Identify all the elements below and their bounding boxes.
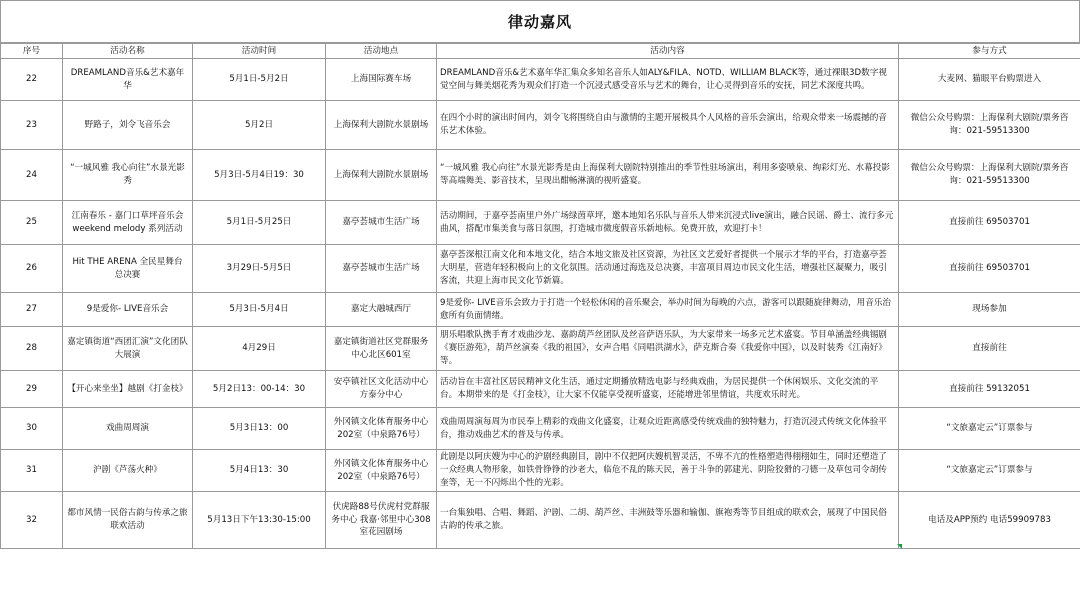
header-cell-place: 活动地点 xyxy=(326,44,437,59)
row-content-cell[interactable]: DREAMLAND音乐&艺术嘉年华汇集众多知名音乐人如ALY&FILA、NOTD、WILLIAM BLACK等，通过裸眼3D数字视觉空间与舞美烟花秀为观众们打造一个沉浸式感受音乐与艺术的舞台，让心灵得到音乐的安抚，同艺术深度共鸣。 xyxy=(437,59,899,101)
row-join-cell[interactable]: 微信公众号购票：上海保利大剧院/票务咨询：021-59513300 xyxy=(899,150,1080,201)
row-content-cell[interactable]: 戏曲周周演每周为市民奉上精彩的戏曲文化盛宴，让观众近距离感受传统戏曲的独特魅力，打造沉浸式传统文化体验平台，推动戏曲艺术的普及与传承。 xyxy=(437,408,899,450)
row-name-cell[interactable]: 9是爱你- LIVE音乐会 xyxy=(63,293,193,327)
row-time-cell[interactable]: 5月3日13：00 xyxy=(193,408,326,450)
row-name-cell[interactable]: Hit THE ARENA 全民星舞台 总决赛 xyxy=(63,245,193,293)
table-row xyxy=(1,492,1080,549)
row-no-cell[interactable]: 29 xyxy=(1,371,63,408)
row-no-cell[interactable]: 28 xyxy=(1,327,63,371)
row-place-cell[interactable]: 外冈镇文化体育服务中心202室（中泉路76号） xyxy=(326,450,437,492)
row-join-cell[interactable]: 直接前往 69503701 xyxy=(899,201,1080,245)
row-name-cell[interactable]: 嘉定镇街道“西团汇演”文化团队大展演 xyxy=(63,327,193,371)
header-cell-join: 参与方式 xyxy=(899,44,1080,59)
row-time-cell[interactable]: 3月29日-5月5日 xyxy=(193,245,326,293)
row-place-cell[interactable]: 嘉定镇街道社区党群服务中心北区601室 xyxy=(326,327,437,371)
table-row xyxy=(1,150,1080,201)
row-name-cell[interactable]: 野路子，刘令飞音乐会 xyxy=(63,101,193,150)
row-place-cell[interactable]: 上海国际赛车场 xyxy=(326,59,437,101)
row-place-cell[interactable]: 嘉定大融城西厅 xyxy=(326,293,437,327)
row-join-cell[interactable]: “文旅嘉定云”订票参与 xyxy=(899,450,1080,492)
header-row xyxy=(1,44,1080,59)
row-time-cell[interactable]: 5月3日-5月4日19：30 xyxy=(193,150,326,201)
row-join-cell[interactable]: “文旅嘉定云”订票参与 xyxy=(899,408,1080,450)
table-row xyxy=(1,245,1080,293)
row-place-cell[interactable]: 外冈镇文化体育服务中心202室（中泉路76号） xyxy=(326,408,437,450)
row-content-cell[interactable]: “一城风雅 我心向往”水景光影秀是由上海保利大剧院特别推出的季节性驻场演出，利用多姿喷泉、绚彩灯光、水幕投影等高端舞美、影音技术，呈现出酣畅淋漓的视听盛宴。 xyxy=(437,150,899,201)
header-cell-content: 活动内容 xyxy=(437,44,899,59)
row-no-cell[interactable]: 30 xyxy=(1,408,63,450)
row-place-cell[interactable]: 嘉亭荟城市生活广场 xyxy=(326,245,437,293)
row-content-cell[interactable]: 9是爱你- LIVE音乐会致力于打造一个轻松休闲的音乐聚会，举办时间为每晚的六点，游客可以跟随旋律舞动，用音乐治愈所有负面情绪。 xyxy=(437,293,899,327)
row-place-cell[interactable]: 安亭镇社区文化活动中心方泰分中心 xyxy=(326,371,437,408)
row-join-cell[interactable]: 电话及APP预约 电话59909783 xyxy=(899,492,1080,549)
row-content-cell[interactable]: 嘉亭荟深根江南文化和本地文化，结合本地文旅及社区资源，为社区文艺爱好者提供一个展示才华的平台，打造嘉亭荟大明星，营造年轻积极向上的文化氛围。活动通过海选及总决赛，丰富项目周边市民文化生活，增强社区凝聚力，吸引客流，共迎上海市民文化节新篇。 xyxy=(437,245,899,293)
row-name-cell[interactable]: 江南春乐 - 嘉门口草坪音乐会 weekend melody 系列活动 xyxy=(63,201,193,245)
row-name-cell[interactable]: 都市风情一民俗古韵与传承之旅联欢活动 xyxy=(63,492,193,549)
table-row xyxy=(1,408,1080,450)
table-row xyxy=(1,101,1080,150)
row-join-cell[interactable]: 直接前往 69503701 xyxy=(899,245,1080,293)
table-row xyxy=(1,371,1080,408)
row-join-cell[interactable]: 直接前往 xyxy=(899,327,1080,371)
row-content-cell[interactable]: 在四个小时的演出时间内，刘令飞将围绕自由与激情的主题开展极具个人风格的音乐会演出，给观众带来一场震撼的音乐艺术体验。 xyxy=(437,101,899,150)
row-content-cell[interactable]: 一台集独唱、合唱、舞蹈、沪剧、二胡、葫芦丝、丰洲鼓等乐器和输伽、旗袍秀等节目组成的联欢会，展现了中国民俗古韵的传承之旅。 xyxy=(437,492,899,549)
row-join-cell[interactable]: 大麦网、猫眼平台购票进入 xyxy=(899,59,1080,101)
row-time-cell[interactable]: 5月13日下午13:30-15:00 xyxy=(193,492,326,549)
row-no-cell[interactable]: 27 xyxy=(1,293,63,327)
row-time-cell[interactable]: 5月2日 xyxy=(193,101,326,150)
row-place-cell[interactable]: 上海保利大剧院水景剧场 xyxy=(326,150,437,201)
row-join-cell[interactable]: 直接前往 59132051 xyxy=(899,371,1080,408)
activity-table xyxy=(0,43,1080,549)
row-no-cell[interactable]: 25 xyxy=(1,201,63,245)
table-row xyxy=(1,293,1080,327)
header-cell-name: 活动名称 xyxy=(63,44,193,59)
table-row xyxy=(1,450,1080,492)
header-cell-no: 序号 xyxy=(1,44,63,59)
row-time-cell[interactable]: 5月2日13：00-14：30 xyxy=(193,371,326,408)
row-content-cell[interactable]: 此剧是以阿庆嫂为中心的沪剧经典剧目，剧中不仅把阿庆嫂机智灵活，不卑不亢的性格塑造得栩栩如生，同时还塑造了一众经典人物形象，如铁骨铮铮的沙老大，临危不乱的陈天民，善于斗争的郭建光、阴险狡猾的刁德一及草包司令胡传奎等，无一不闪烁出个性的光彩。 xyxy=(437,450,899,492)
row-time-cell[interactable]: 5月4日13：30 xyxy=(193,450,326,492)
row-content-cell[interactable]: 朋乐唱歌队携手育才戏曲沙龙、嘉韵葫芦丝团队及丝音萨语乐队，为大家带来一场多元艺术盛宴。节目单涵盖经典锡剧《赛臣游苑》，葫芦丝演奏《我的祖国》，女声合唱《同唱洪湖水》，萨克斯合奏《我爱你中国》，以及时装秀《江南好》等。 xyxy=(437,327,899,371)
row-join-cell[interactable]: 现场参加 xyxy=(899,293,1080,327)
row-no-cell[interactable]: 22 xyxy=(1,59,63,101)
row-place-cell[interactable]: 伏虎路88号伏虎村党群服务中心 我嘉·邻里中心308室花园剧场 xyxy=(326,492,437,549)
row-content-cell[interactable]: 活动期间，于嘉亭荟南里户外广场绿茵草坪，邀本地知名乐队与音乐人带来沉浸式live演出，融合民谣、爵士、流行多元曲风，搭配市集美食与落日氛围，打造城市微度假音乐新地标。免费开放，欢迎打卡！ xyxy=(437,201,899,245)
row-name-cell[interactable]: “一城风雅 我心向往”水景光影秀 xyxy=(63,150,193,201)
row-name-cell[interactable]: 沪剧《芦荡火种》 xyxy=(63,450,193,492)
row-no-cell[interactable]: 31 xyxy=(1,450,63,492)
row-no-cell[interactable]: 23 xyxy=(1,101,63,150)
row-name-cell[interactable]: DREAMLAND音乐&艺术嘉年华 xyxy=(63,59,193,101)
row-content-cell[interactable]: 活动旨在丰富社区居民精神文化生活，通过定期播放精选电影与经典戏曲，为居民提供一个休闲娱乐、文化交流的平台。本期带来的是《打金枝》，让大家不仅能享受视听盛宴，还能增进邻里情谊，共度欢乐时光。 xyxy=(437,371,899,408)
row-time-cell[interactable]: 5月3日-5月4日 xyxy=(193,293,326,327)
row-time-cell[interactable]: 5月1日-5月2日 xyxy=(193,59,326,101)
row-time-cell[interactable]: 4月29日 xyxy=(193,327,326,371)
row-place-cell[interactable]: 嘉亭荟城市生活广场 xyxy=(326,201,437,245)
page-title: 律动嘉风 xyxy=(0,0,1080,43)
row-name-cell[interactable]: 【开心来坐坐】越剧《打金枝》 xyxy=(63,371,193,408)
row-time-cell[interactable]: 5月1日-5月25日 xyxy=(193,201,326,245)
table-row xyxy=(1,59,1080,101)
row-join-cell[interactable]: 微信公众号购票：上海保利大剧院/票务咨询：021-59513300 xyxy=(899,101,1080,150)
row-no-cell[interactable]: 32 xyxy=(1,492,63,549)
row-place-cell[interactable]: 上海保利大剧院水景剧场 xyxy=(326,101,437,150)
header-cell-time: 活动时间 xyxy=(193,44,326,59)
row-name-cell[interactable]: 戏曲周周演 xyxy=(63,408,193,450)
cell-note-indicator xyxy=(897,544,902,549)
row-no-cell[interactable]: 24 xyxy=(1,150,63,201)
table-row xyxy=(1,201,1080,245)
table-row xyxy=(1,327,1080,371)
row-no-cell[interactable]: 26 xyxy=(1,245,63,293)
